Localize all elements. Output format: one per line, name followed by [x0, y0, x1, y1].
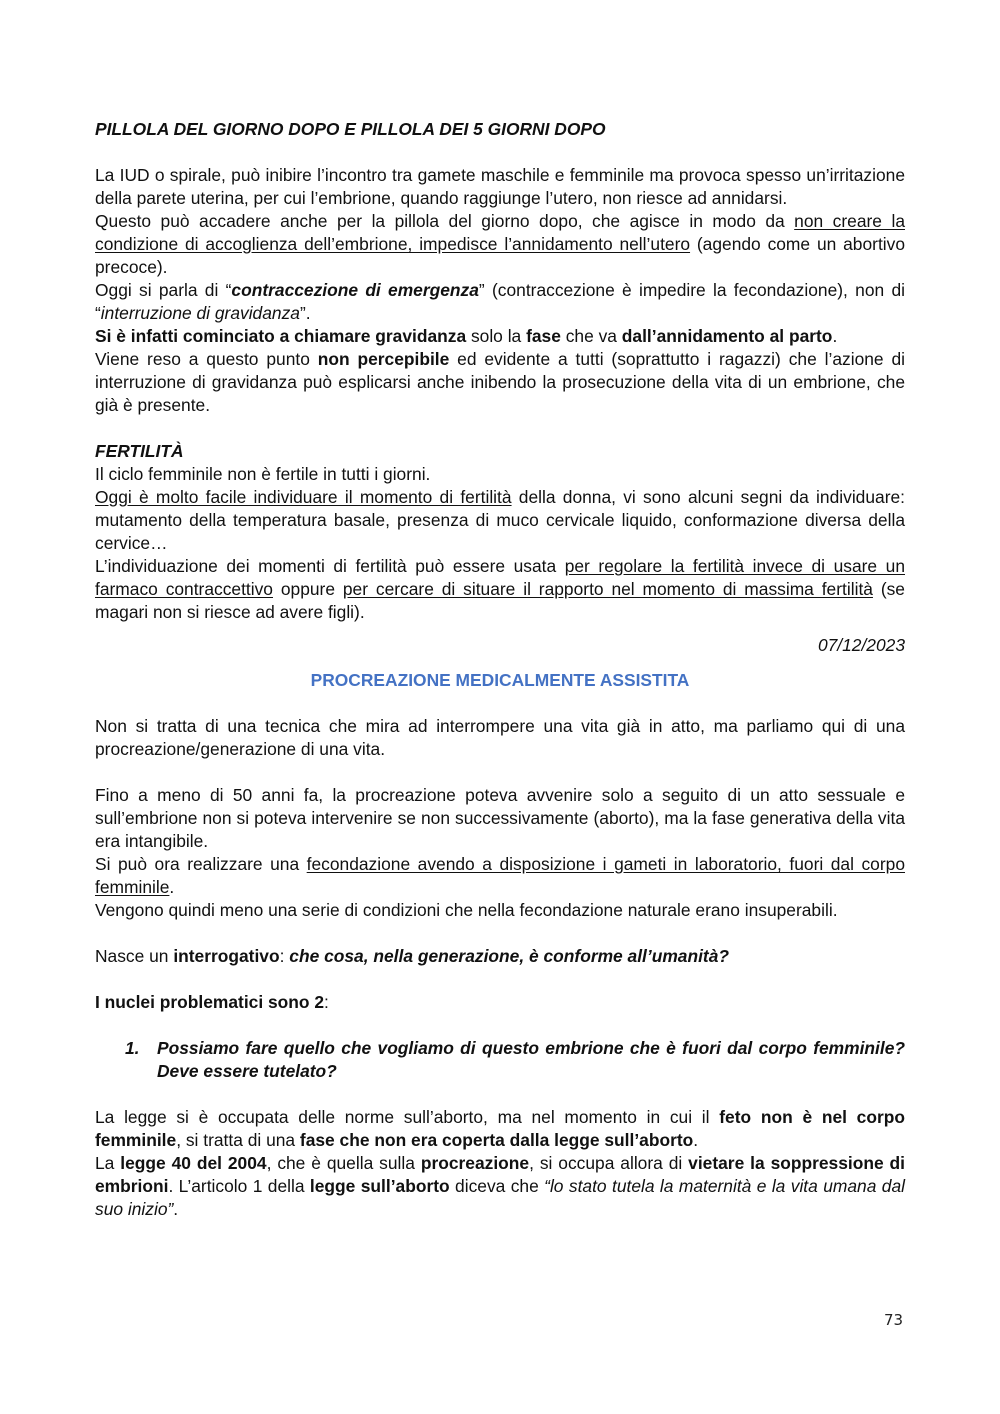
paragraph — [95, 164, 905, 210]
text-span: L’individuazione dei momenti di fertilità può essere usata — [95, 556, 565, 576]
paragraph-text: Il ciclo femminile non è fertile in tutti i giorni. — [95, 464, 431, 484]
text-span: : — [324, 992, 329, 1012]
text-span: , che è quella sulla — [266, 1153, 421, 1173]
text-span: Si può ora realizzare una — [95, 854, 307, 874]
section-title-pillola: PILLOLA DEL GIORNO DOPO E PILLOLA DEI 5 GIORNI DOPO — [95, 119, 606, 139]
text-span: che va — [560, 326, 622, 346]
paragraph-text: Non si tratta di una tecnica che mira ad interrompere una vita già in atto, ma parliamo qui di una procreazione/generazione di una vita. — [95, 716, 905, 759]
paragraph — [95, 325, 905, 348]
list-text: Possiamo fare quello che vogliamo di questo embrione che è fuori dal corpo femminile? Deve essere tutelato? — [157, 1038, 905, 1081]
bold-text: Si è infatti cominciato a chiamare gravidanza — [95, 326, 467, 346]
paragraph-text: Vengono quindi meno una serie di condizioni che nella fecondazione naturale erano insuperabili. — [95, 900, 838, 920]
text-span: . — [832, 326, 838, 346]
text-span: . — [693, 1130, 699, 1150]
bold-text: vietare la soppressione di embrioni — [95, 1153, 906, 1196]
bold-italic-text: contraccezione di emergenza — [231, 280, 479, 300]
paragraph-text: La IUD o spirale, può inibire l’incontro tra gamete maschile e femminile ma provoca spesso un’irritazione della parete uterina, per cui l’embrione, quando raggiunge l’utero, non riesce ad annidarsi. — [95, 165, 905, 208]
text-span: . — [169, 877, 175, 897]
text-span: ”. — [299, 303, 311, 323]
paragraph — [95, 715, 905, 761]
text-span: (agendo come un abortivo precoce). — [95, 234, 906, 277]
text-span: Nasce un — [95, 946, 174, 966]
text-span: La legge si è occupata delle norme sull’aborto, ma nel momento in cui il — [95, 1107, 720, 1127]
bold-text: legge sull’aborto — [309, 1176, 450, 1196]
paragraph — [95, 784, 905, 853]
list-item — [125, 1037, 905, 1083]
text-span: oppure — [272, 579, 343, 599]
text-span: (se magari non si riesce ad avere figli). — [95, 579, 905, 622]
bold-text: fase — [526, 326, 561, 346]
bold-italic-text: che cosa, nella generazione, è conforme all’umanità? — [289, 946, 730, 966]
bold-text: interrogativo — [173, 946, 280, 966]
page-number: 73 — [884, 1311, 904, 1329]
page-content — [95, 118, 905, 1221]
text-span: solo la — [466, 326, 527, 346]
paragraph — [95, 899, 905, 922]
underlined-text: Oggi è molto facile individuare il momento di fertilità — [95, 487, 512, 507]
underlined-text: per cercare di situare il rapporto nel momento di massima fertilità — [342, 579, 873, 599]
paragraph — [95, 555, 905, 624]
paragraph — [95, 1106, 905, 1152]
paragraph-text: Fino a meno di 50 anni fa, la procreazione poteva avvenire solo a seguito di un atto sessuale e sull’embrione non si poteva intervenire se non successivamente (aborto), ma la fase generativa della vita era intangibile. — [95, 785, 905, 851]
bold-text: feto non è nel corpo femminile — [95, 1107, 905, 1150]
paragraph — [95, 945, 905, 968]
text-span: . L’articolo 1 della — [168, 1176, 310, 1196]
italic-text: interruzione di gravidanza — [100, 303, 300, 323]
text-span: ” (contraccezione è impedire la fecondazione), non di “ — [95, 280, 905, 323]
text-span: Viene reso a questo punto — [95, 349, 318, 369]
paragraph — [95, 853, 905, 899]
text-span: , si tratta di una — [176, 1130, 300, 1150]
section-title-procreazione: PROCREAZIONE MEDICALMENTE ASSISTITA — [310, 670, 690, 690]
text-span: ed evidente a tutti (soprattutto i ragazzi) che l’azione di interruzione di gravidanza può esplicarsi anche inibendo la prosecuzione della vita di un embrione, che già è presente. — [95, 349, 905, 415]
text-span: La — [95, 1153, 121, 1173]
underlined-text: fecondazione avendo a disposizione i gameti in laboratorio, fuori dal corpo femminile — [95, 854, 905, 897]
bold-text: procreazione — [420, 1153, 530, 1173]
date-label: 07/12/2023 — [817, 635, 905, 655]
text-span: Questo può accadere anche per la pillola del giorno dopo, che agisce in modo da — [95, 211, 795, 231]
bold-text: I nuclei problematici sono 2 — [95, 992, 325, 1012]
text-span: diceva che — [449, 1176, 545, 1196]
list-number: 1. — [125, 1038, 140, 1058]
bold-text: legge 40 del 2004 — [120, 1153, 267, 1173]
section-title-fertilita: FERTILITÀ — [95, 441, 184, 461]
paragraph — [95, 463, 905, 486]
text-span: della donna, vi sono alcuni segni da individuare: mutamento della temperatura basale, presenza di muco cervicale liquido, conformazione diversa della cervice… — [95, 487, 905, 553]
paragraph — [95, 279, 905, 325]
text-span: , si occupa allora di — [529, 1153, 689, 1173]
bold-text: non percepibile — [317, 349, 450, 369]
text-span: . — [173, 1199, 179, 1219]
paragraph — [95, 486, 905, 555]
italic-quote: “lo stato tutela la maternità e la vita umana dal suo inizio” — [95, 1176, 905, 1219]
paragraph — [95, 210, 905, 279]
bold-text: dall’annidamento al parto — [621, 326, 833, 346]
underlined-text: non creare la condizione di accoglienza dell’embrione, impedisce l’annidamento nell’utero — [95, 211, 905, 254]
paragraph — [95, 348, 905, 417]
underlined-text: per regolare la fertilità invece di usare un farmaco contraccettivo — [95, 556, 905, 599]
paragraph — [95, 1152, 905, 1221]
text-span: Oggi si parla di “ — [95, 280, 232, 300]
text-span: : — [279, 946, 290, 966]
paragraph — [95, 991, 905, 1014]
bold-text: fase che non era coperta dalla legge sull’aborto — [299, 1130, 694, 1150]
